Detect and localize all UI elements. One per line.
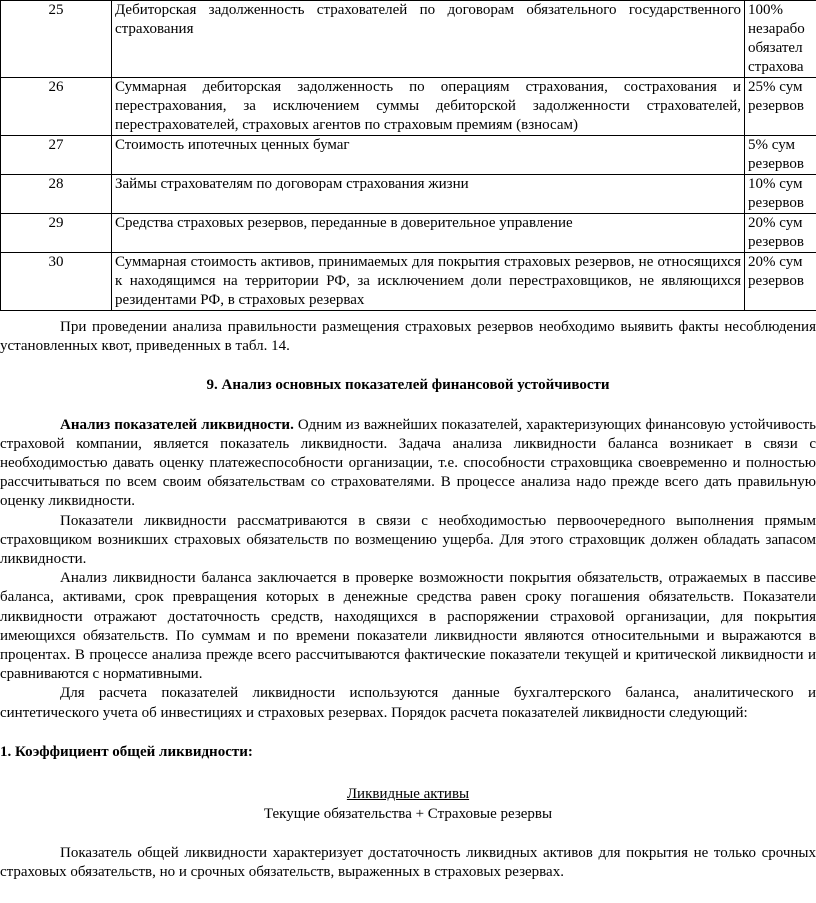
table-row	[1, 78, 816, 136]
row-number: 30	[1, 253, 112, 311]
closing-paragraph: Показатель общей ликвидности характеризует достаточность ликвидных активов для покрытия не только срочных страховых обязательств, но и срочных обязательств, выраженных в страховых резервах.	[0, 845, 816, 881]
formula-denominator: Текущие обязательства + Страховые резервы	[263, 806, 553, 823]
table-row	[1, 253, 816, 311]
row-description: Суммарная стоимость активов, принимаемых для покрытия страховых резервов, не относящихся к находящимся на территории РФ, за исключением доли перестраховщиков, не являющихся резидентами РФ, в страховых резервах	[112, 253, 745, 311]
table-row	[1, 1, 816, 78]
row-quota: 20% сум резервов	[745, 214, 816, 253]
row-description: Дебиторская задолженность страхователей по договорам обязательного государственного страхования	[112, 1, 745, 78]
row-number: 27	[1, 136, 112, 175]
section-title: 9. Анализ основных показателей финансовой устойчивости	[206, 377, 610, 394]
liquidity-lead: Анализ показателей ликвидности.	[60, 416, 294, 433]
formula-numerator: Ликвидные активы	[346, 786, 470, 803]
row-description: Суммарная дебиторская задолженность по операциям страхования, сострахования и перестрахования, за исключением суммы дебиторской задолженности страхователей, перестрахователей, страховых агентов по страховым премиям (взносам)	[112, 78, 745, 136]
table-note: При проведении анализа правильности размещения страховых резервов необходимо выявить факты несоблюдения установленных квот, приведенных в табл. 14.	[0, 319, 816, 355]
row-number: 25	[1, 1, 112, 78]
row-number: 26	[1, 78, 112, 136]
table-row	[1, 214, 816, 253]
row-description: Займы страхователям по договорам страхования жизни	[112, 175, 745, 214]
liquidity-paragraph	[0, 416, 816, 512]
quota-table	[0, 0, 816, 311]
table-row	[1, 136, 816, 175]
subheading: 1. Коэффициент общей ликвидности:	[0, 743, 253, 760]
row-quota: 25% сум резервов	[745, 78, 816, 136]
row-quota: 20% сум резервов	[745, 253, 816, 311]
row-description: Средства страховых резервов, переданные в доверительное управление	[112, 214, 745, 253]
paragraph: Для расчета показателей ликвидности используются данные бухгалтерского баланса, аналитического и синтетического учета об инвестициях и страховых резервах. Порядок расчета показателей ликвидности следующий:	[0, 685, 816, 721]
liquidity-formula	[0, 784, 816, 824]
table-row	[1, 175, 816, 214]
row-quota: 10% сум резервов	[745, 175, 816, 214]
liquidity-text: Одним из важнейших показателей, характеризующих финансовую устойчивость страховой компании, является показатель ликвидности. Задача анализа ликвидности баланса возникает в связи с необходимостью давать оценку платежеспособности организации, т.е. способности страховщика своевременно и полностью рассчитываться по всем своим обязательствам со страхователями. В процессе анализа надо прежде всего дать правильную оценку ликвидности.	[0, 416, 816, 510]
row-quota: 100% незарабо обязател страхова	[745, 1, 816, 78]
paragraph: Анализ ликвидности баланса заключается в проверке возможности покрытия обязательств, отражаемых в пассиве баланса, активами, срок превращения которых в денежные средства равен сроку погашения обязательств. Показатели ликвидности отражают достаточность средств, находящихся в распоряжении страховой организации, для покрытия имеющихся обязательств. По суммам и по времени показатели ликвидности являются относительными и выражаются в процентах. В процессе анализа прежде всего рассчитываются фактические показатели текущей и критической ликвидности и сравниваются с нормативными.	[0, 570, 816, 683]
row-number: 29	[1, 214, 112, 253]
row-description: Стоимость ипотечных ценных бумаг	[112, 136, 745, 175]
row-quota: 5% сум резервов	[745, 136, 816, 175]
paragraph: Показатели ликвидности рассматриваются в связи с необходимостью первоочередного выполнения прямым страховщиком возникших страховых обязательств по возмещению ущерба. Для этого страховщик должен обладать запасом ликвидности.	[0, 512, 816, 568]
document-body	[0, 318, 816, 882]
row-number: 28	[1, 175, 112, 214]
spacer	[0, 824, 816, 844]
